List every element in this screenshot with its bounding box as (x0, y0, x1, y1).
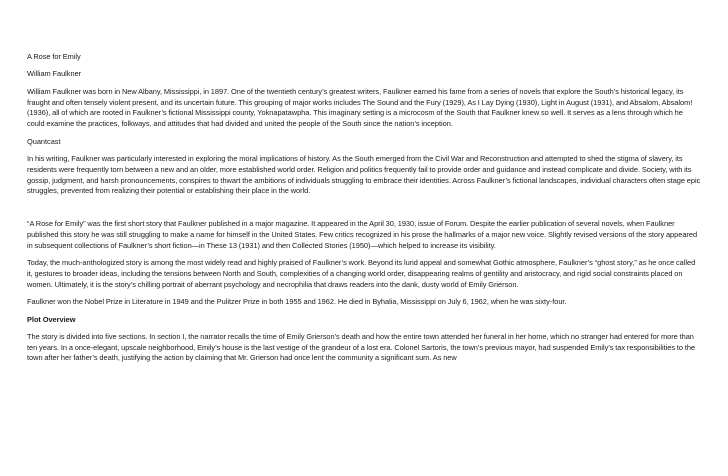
paragraph-nobel: Faulkner won the Nobel Prize in Literature in 1949 and the Pulitzer Prize in both 1955 and 1962. He died in Byhalia, Mississippi on July 6, 1962, when he was sixty-four. (27, 297, 567, 307)
document-author: William Faulkner (27, 69, 82, 79)
paragraph-reception: Today, the much-anthologized story is among the most widely read and highly praised of Faulkner’s work. Beyond its lurid appeal and somewhat Gothic atmosphere, Faulkner’s “ghost story,” as he once called it, gestures to broader ideas, including the tensions between North and South, complexities of a changing world order, disappearing realms of gentility and aristocracy, and rigid social constraints placed on women. Ultimately, it is the story’s chilling portrait of aberrant psychology and necrophilia that draws readers into the dank, dusty world of Emily Grierson. (27, 258, 696, 289)
paragraph-quantcast: Quantcast (27, 136, 61, 146)
document-page (27, 52, 701, 364)
paragraph-publication: “A Rose for Emily” was the first short story that Faulkner published in a major magazine. It appeared in the April 30, 1930, issue of Forum. Despite the earlier publication of several novels, when Faulkner published this story he was still struggling to make a name for himself in the United States. Few critics recognized in his prose the hallmarks of a major new voice. Slightly revised versions of the story appeared in subsequent collections of Faulkner’s short fiction—in These 13 (1931) and then Collected Stories (1950)—which helped to increase its visibility. (27, 219, 698, 250)
paragraph-moral-history: In his writing, Faulkner was particularly interested in exploring the moral implications of history. As the South emerged from the Civil War and Reconstruction and attempted to shed the stigma of slavery, its residents were frequently torn between a new and an older, more established world order. Religion and politics frequently fail to provide order and guidance and instead complicate and divide. Society, with its gossip, judgment, and harsh pronouncements, conspires to thwart the ambitions of individuals struggling to embrace their identities. Across Faulkner’s fictional landscapes, individual characters often stage epic struggles, prevented from realizing their potential or establishing their place in the world. (27, 153, 701, 196)
paragraph-plot-overview: The story is divided into five sections. In section I, the narrator recalls the time of Emily Grierson’s death and how the entire town attended her funeral in her home, which no stranger had entered for more than ten years. In a once-elegant, upscale neighborhood, Emily’s house is the last vestige of the grandeur of a lost era. Colonel Sartoris, the town’s previous mayor, had suspended Emily’s tax responsibilities to the town after her father’s death, justifying the action by claiming that Mr. Grierson had once lent the community a significant sum. As new (27, 331, 696, 363)
document-title: A Rose for Emily (27, 52, 81, 61)
section-heading-plot-overview: Plot Overview (27, 314, 76, 324)
paragraph-biography: William Faulkner was born in New Albany, Mississippi, in 1897. One of the twentieth century’s greatest writers, Faulkner earned his fame from a series of novels that explore the South’s historical legacy, its fraught and often tensely violent present, and its uncertain future. This grouping of major works includes The Sound and the Fury (1929), As I Lay Dying (1930), Light in August (1931), and Absalom, Absalom! (1936), all of which are rooted in Faulkner’s fictional Mississippi county, Yoknapatawpha. This imaginary setting is a microcosm of the South that Faulkner knew so well. It serves as a lens through which he could examine the practices, folkways, and attitudes that had divided and united the people of the South since the nation’s inception. (27, 86, 693, 129)
